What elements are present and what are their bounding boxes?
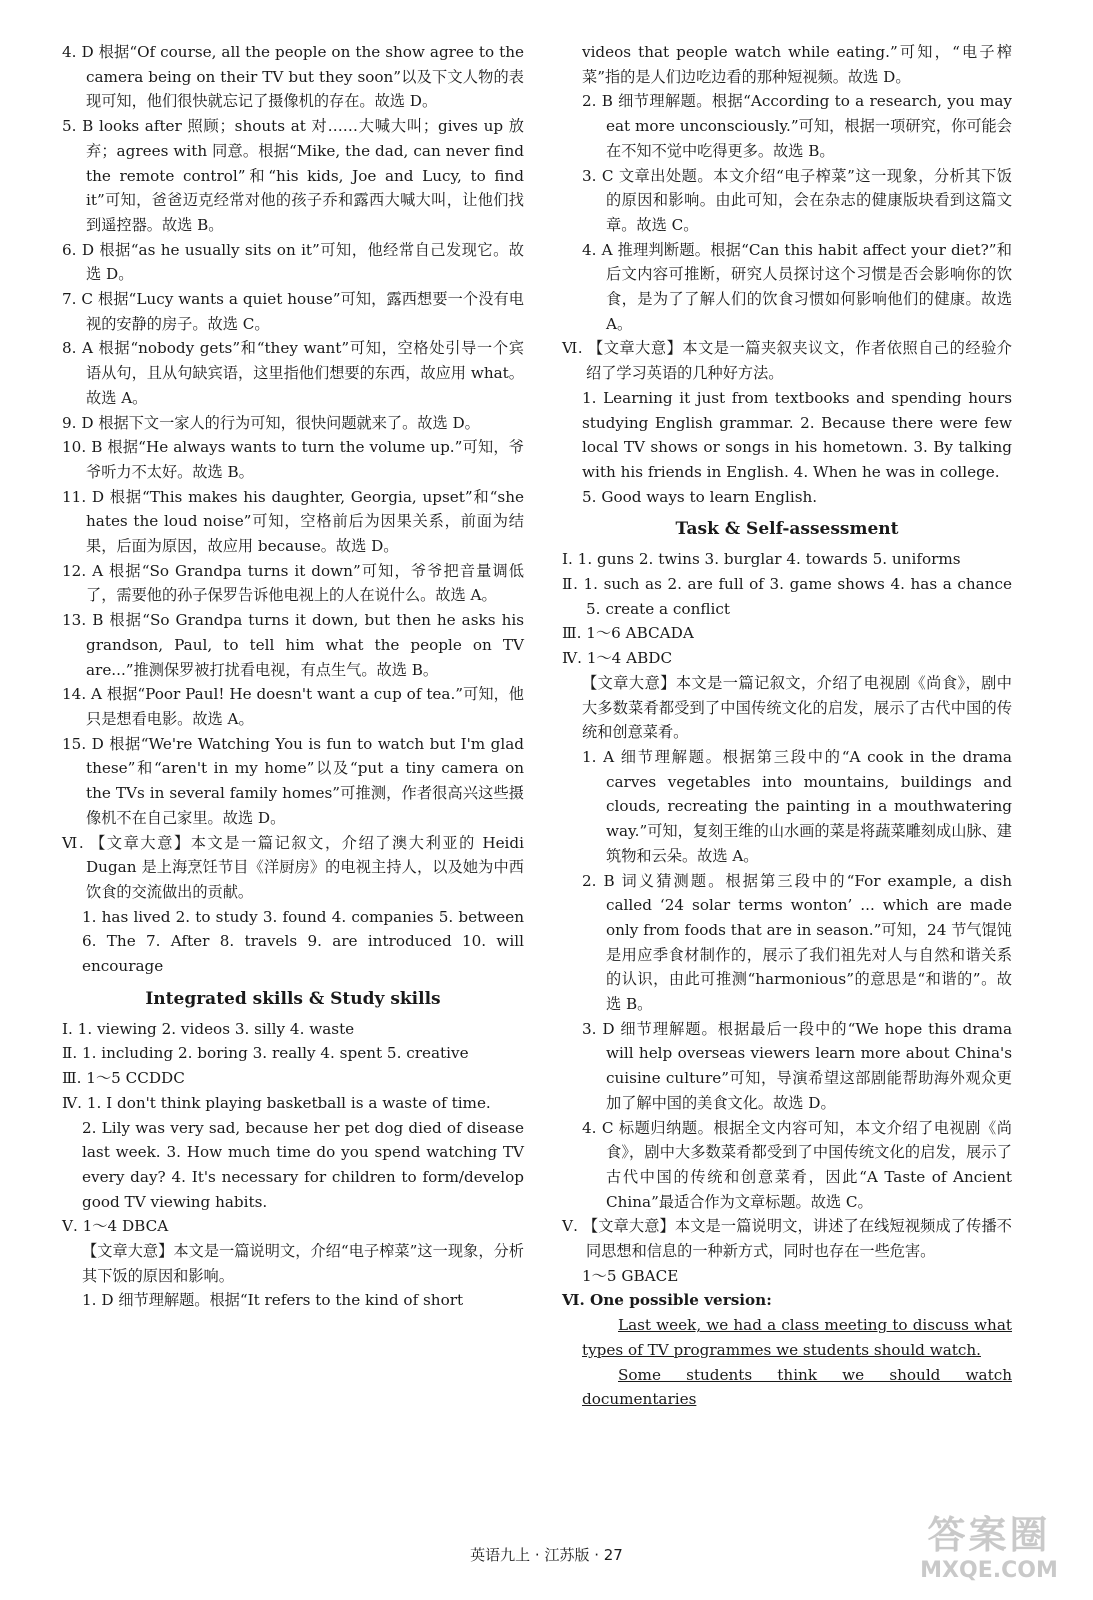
answer-paragraph: 7. C 根据“Lucy wants a quiet house”可知，露西想要一个没有电视的安静的房子。故选 C。 xyxy=(62,290,524,333)
answer-paragraph: Ⅰ. 1. guns 2. twins 3. burglar 4. towards 5. uniforms xyxy=(562,550,961,569)
answer-paragraph: videos that people watch while eating.”可知，“电子榨菜”指的是人们边吃边看的那种短视频。故选 D。 xyxy=(582,43,1012,86)
watermark-url: MXQE.COM xyxy=(920,1558,1058,1583)
page-footer: 英语九上 · 江苏版 · 27 xyxy=(470,1546,623,1564)
answer-paragraph xyxy=(562,1363,1012,1412)
answer-paragraph: 3. D 细节理解题。根据最后一段中的“We hope this drama will help overseas viewers learn more about China's cuisine culture”可知，导演希望这部剧能帮助海外观众更加了解中国的美食文化。故选 D。 xyxy=(582,1019,1012,1112)
answer-paragraph: 8. A 根据“nobody gets”和“they want”可知，空格处引导一个宾语从句，且从句缺宾语，这里指他们想要的东西，故应用 what。故选 A。 xyxy=(62,339,524,407)
answer-paragraph: 5. B looks after 照顾；shouts at 对……大喊大叫；gives up 放弃；agrees with 同意。根据“Mike, the dad, can never find the remote control”和“his kids, Joe and Lucy, to find it”可知，爸爸迈克经常对他的孩子乔和露西大喊大叫，让他们找到遥控器。故选 B。 xyxy=(62,117,524,234)
watermark-text: 答案圈 xyxy=(927,1513,1051,1557)
answer-paragraph: 1. Learning it just from textbooks and spending hours studying English grammar. 2. Because there were few local TV shows or songs in his hometown. 3. By talking with his friends in English. 4. When he was in college. xyxy=(582,388,1012,481)
answer-paragraph: 3. C 文章出处题。本文介绍“电子榨菜”这一现象，分析其下饭的原因和影响。由此可知，会在杂志的健康版块看到这篇文章。故选 C。 xyxy=(582,166,1012,234)
answer-paragraph: 【文章大意】本文是一篇说明文，介绍“电子榨菜”这一现象，分析其下饭的原因和影响。 xyxy=(82,1242,524,1285)
answer-paragraph: Ⅴ. 1～4 DBCA xyxy=(62,1217,169,1236)
answer-paragraph: 4. A 推理判断题。根据“Can this habit affect your diet?”和后文内容可推断，研究人员探讨这个习惯是否会影响你的饮食，是为了了解人们的饮食习惯如何影响他们的健康。故选 A。 xyxy=(582,240,1012,333)
answer-paragraph: 5. Good ways to learn English. xyxy=(582,487,818,506)
answer-paragraph: 11. D 根据“This makes his daughter, Georgia, upset”和“she hates the loud noise”可知，空格前后为因果关系，前面为结果，后面为原因，故应用 because。故选 D。 xyxy=(62,487,524,556)
answer-paragraph: Ⅳ. 1. I don't think playing basketball is a waste of time. xyxy=(62,1093,491,1112)
answer-paragraph: Ⅲ. 1～6 ABCADA xyxy=(562,624,694,643)
answer-paragraph: 2. B 词义猜测题。根据第三段中的“For example, a dish called ‘24 solar terms wonton’ ... which are made only from foods that are in season.”可知，24 节气馄饨是用应季食材制作的，展示了我们祖先对人与自然和谐关系的认识，由此可推测“harmonious”的意思是“和谐的”。故选 B。 xyxy=(582,871,1012,1014)
answer-paragraph: 10. B 根据“He always wants to turn the volume up.”可知，爷爷听力不太好。故选 B。 xyxy=(62,438,524,481)
answer-paragraph: 12. A 根据“So Grandpa turns it down”可知，爷爷把音量调低了，需要他的孙子保罗告诉他电视上的人在说什么。故选 A。 xyxy=(62,561,524,605)
section-title: Integrated skills & Study skills xyxy=(145,988,441,1009)
answer-paragraph: 9. D 根据下文一家人的行为可知，很快问题就来了。故选 D。 xyxy=(62,413,480,432)
right-column xyxy=(562,40,1012,1412)
essay-text: Last week, we had a class meeting to discuss what types of TV programmes we students should watch. xyxy=(582,1316,1012,1359)
answer-paragraph: Ⅲ. 1～5 CCDDC xyxy=(62,1069,185,1088)
answer-paragraph: Ⅵ. 【文章大意】本文是一篇夹叙夹议文，作者依照自己的经验介绍了学习英语的几种好方法。 xyxy=(562,339,1012,383)
answer-paragraph: 1～5 GBACE xyxy=(582,1266,679,1285)
answer-paragraph: Ⅰ. 1. viewing 2. videos 3. silly 4. waste xyxy=(62,1019,355,1038)
answer-paragraph: Ⅵ. 【文章大意】本文是一篇记叙文，介绍了澳大利亚的 Heidi Dugan 是上海烹饪节目《洋厨房》的电视主持人，以及她为中西饮食的交流做出的贡献。 xyxy=(62,833,524,901)
answer-paragraph: Ⅴ. 【文章大意】本文是一篇说明文，讲述了在线短视频成了传播不同思想和信息的一种新方式，同时也存在一些危害。 xyxy=(562,1217,1012,1261)
answer-paragraph: 2. B 细节理解题。根据“According to a research, you may eat more unconsciously.”可知，根据一项研究，你可能会在不知不觉中吃得更多。故选 B。 xyxy=(582,92,1012,160)
section-title: Task & Self-assessment xyxy=(675,519,899,540)
answer-paragraph: 4. D 根据“Of course, all the people on the show agree to the camera being on their TV but they soon”以及下文人物的表现可知，他们很快就忘记了摄像机的存在。故选 D。 xyxy=(62,43,524,111)
answer-paragraph: Ⅱ. 1. such as 2. are full of 3. game shows 4. has a chance 5. create a conflict xyxy=(562,575,1012,618)
answer-paragraph: 1. A 细节理解题。根据第三段中的“A cook in the drama carves vegetables into mountains, buildings and clouds, recreating the painting in a mouthwatering way.”可知，复刻王维的山水画的菜是将蔬菜雕刻成山脉、建筑物和云朵。故选 A。 xyxy=(582,747,1012,865)
answer-paragraph: 13. B 根据“So Grandpa turns it down, but then he asks his grandson, Paul, to tell him what the people on TV are...”推测保罗被打扰看电视，有点生气。故选 B。 xyxy=(62,611,524,679)
answer-paragraph: 【文章大意】本文是一篇记叙文，介绍了电视剧《尚食》，剧中大多数菜肴都受到了中国传统文化的启发，展示了古代中国的传统和创意菜肴。 xyxy=(582,673,1012,742)
answer-paragraph: 15. D 根据“We're Watching You is fun to watch but I'm glad these”和“aren't in my home”以及“put a tiny camera on the TVs in several family homes”可推测，作者很高兴这些摄像机不在自己家里。故选 D。 xyxy=(62,734,524,827)
left-column xyxy=(62,40,524,1313)
answer-paragraph: Ⅳ. 1～4 ABDC xyxy=(562,649,673,668)
answer-paragraph: 14. A 根据“Poor Paul! He doesn't want a cup of tea.”可知，他只是想看电影。故选 A。 xyxy=(62,685,524,728)
answer-paragraph xyxy=(562,1313,1012,1362)
watermark-logo xyxy=(904,1512,1074,1592)
essay-text: Some students think we should watch documentaries xyxy=(582,1365,1012,1409)
answer-paragraph: Ⅵ. One possible version: xyxy=(562,1291,772,1310)
answer-paragraph: Ⅱ. 1. including 2. boring 3. really 4. spent 5. creative xyxy=(62,1044,469,1063)
answer-paragraph: 2. Lily was very sad, because her pet dog died of disease last week. 3. How much time do you spend watching TV every day? 4. It's necessary for children to form/develop good TV viewing habits. xyxy=(82,1118,524,1211)
answer-paragraph: 6. D 根据“as he usually sits on it”可知，他经常自己发现它。故选 D。 xyxy=(62,240,524,284)
answer-paragraph: 4. C 标题归纳题。根据全文内容可知，本文介绍了电视剧《尚食》，剧中大多数菜肴都受到了中国传统文化的启发，展示了古代中国的传统和创意菜肴，因此“A Taste of Ancient China”最适合作为文章标题。故选 C。 xyxy=(582,1118,1012,1211)
answer-paragraph: 1. D 细节理解题。根据“It refers to the kind of short xyxy=(82,1291,464,1310)
answer-paragraph: 1. has lived 2. to study 3. found 4. companies 5. between 6. The 7. After 8. travels 9. are introduced 10. will encourage xyxy=(82,907,524,976)
